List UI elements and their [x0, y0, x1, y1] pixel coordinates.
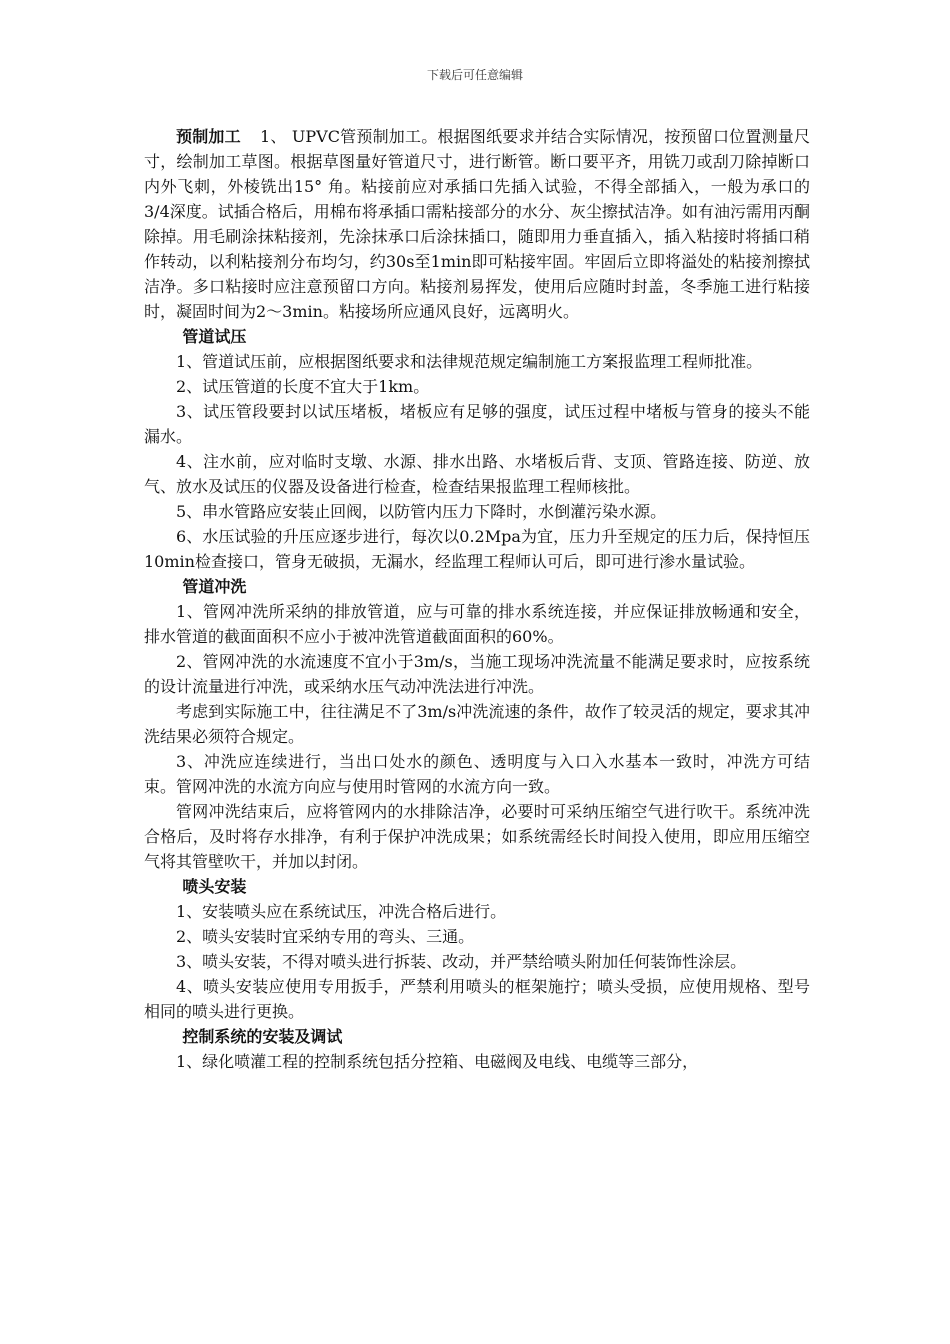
paragraph-pressure-4: 4、注水前，应对临时支墩、水源、排水出路、水堵板后背、支顶、管路连接、防逆、放气、放水及试压的仪器及设备进行检查，检查结果报监理工程师核批。	[144, 452, 810, 496]
paragraph-pressure-1: 1、管道试压前，应根据图纸要求和法律规范规定编制施工方案报监理工程师批准。	[176, 352, 763, 371]
paragraph-flushing-4: 3、冲洗应连续进行，当出口处水的颜色、透明度与入口入水基本一致时，冲洗方可结束。管网冲洗的水流方向应与使用时管网的水流方向一致。	[144, 752, 810, 796]
paragraph-pressure-2: 2、试压管道的长度不宜大于1km。	[176, 377, 430, 396]
section-heading-nozzle: 喷头安装	[182, 877, 247, 896]
document-body	[144, 124, 810, 1074]
section-heading-pressure: 管道试压	[182, 327, 247, 346]
paragraph-nozzle-4: 4、喷头安装应使用专用扳手，严禁利用喷头的框架施拧；喷头受损，应使用规格、型号相同的喷头进行更换。	[144, 977, 810, 1021]
paragraph-flushing-1: 1、管网冲洗所采纳的排放管道，应与可靠的排水系统连接，并应保证排放畅通和安全，排水管道的截面面积不应小于被冲洗管道截面面积的60%。	[144, 602, 810, 646]
paragraph-pressure-6: 6、水压试验的升压应逐步进行，每次以0.2Mpa为宜，压力升至规定的压力后，保持恒压10min检查接口，管身无破损，无漏水，经监理工程师认可后，即可进行渗水量试验。	[144, 527, 810, 571]
paragraph-flushing-5: 管网冲洗结束后，应将管网内的水排除洁净，必要时可采纳压缩空气进行吹干。系统冲洗合格后，及时将存水排净，有利于保护冲洗成果；如系统需经长时间投入使用，即应用压缩空气将其管壁吹干，并加以封闭。	[144, 802, 810, 871]
section-heading-control: 控制系统的安装及调试	[182, 1027, 343, 1046]
prefab-text: 1、 UPVC管预制加工。根据图纸要求并结合实际情况，按预留口位置测量尺寸，绘制加工草图。根据草图量好管道尺寸，进行断管。断口要平齐，用铣刀或刮刀除掉断口内外飞刺，外棱铣出15° 角。粘接前应对承插口先插入试验，不得全部插入，一般为承口的3/4深度。试插合格后，用棉布将承插口需粘接部分的水分、灰尘擦拭洁净。如有油污需用丙酮除掉。用毛刷涂抹粘接剂，先涂抹承口后涂抹插口，随即用力垂直插入，插入粘接时将插口稍作转动，以利粘接剂分布均匀，约30s至1min即可粘接牢固。牢固后立即将溢处的粘接剂擦拭洁净。多口粘接时应注意预留口方向。粘接剂易挥发，使用后应随时封盖，冬季施工进行粘接时，凝固时间为2～3min。粘接场所应通风良好，远离明火。	[144, 127, 810, 321]
paragraph-control-1: 1、绿化喷灌工程的控制系统包括分控箱、电磁阀及电线、电缆等三部分，	[176, 1052, 699, 1071]
section-heading-flushing: 管道冲洗	[182, 577, 247, 596]
paragraph-nozzle-2: 2、喷头安装时宜采纳专用的弯头、三通。	[176, 927, 475, 946]
paragraph-pressure-5: 5、串水管路应安装止回阀，以防管内压力下降时，水倒灌污染水源。	[176, 502, 667, 521]
paragraph-pressure-3: 3、试压管段要封以试压堵板，堵板应有足够的强度，试压过程中堵板与管身的接头不能漏水。	[144, 402, 810, 446]
page-header-note: 下载后可任意编辑	[426, 68, 523, 82]
paragraph-nozzle-3: 3、喷头安装，不得对喷头进行拆装、改动，并严禁给喷头附加任何装饰性涂层。	[176, 952, 747, 971]
paragraph-prefab	[144, 124, 810, 324]
paragraph-flushing-2: 2、管网冲洗的水流速度不宜小于3m/s，当施工现场冲洗流量不能满足要求时，应按系统的设计流量进行冲洗，或采纳水压气动冲洗法进行冲洗。	[144, 652, 810, 696]
paragraph-flushing-3: 考虑到实际施工中，往往满足不了3m/s冲洗流速的条件，故作了较灵活的规定，要求其冲洗结果必须符合规定。	[144, 702, 810, 746]
paragraph-nozzle-1: 1、安装喷头应在系统试压，冲洗合格后进行。	[176, 902, 507, 921]
section-heading-prefab: 预制加工	[176, 127, 241, 146]
